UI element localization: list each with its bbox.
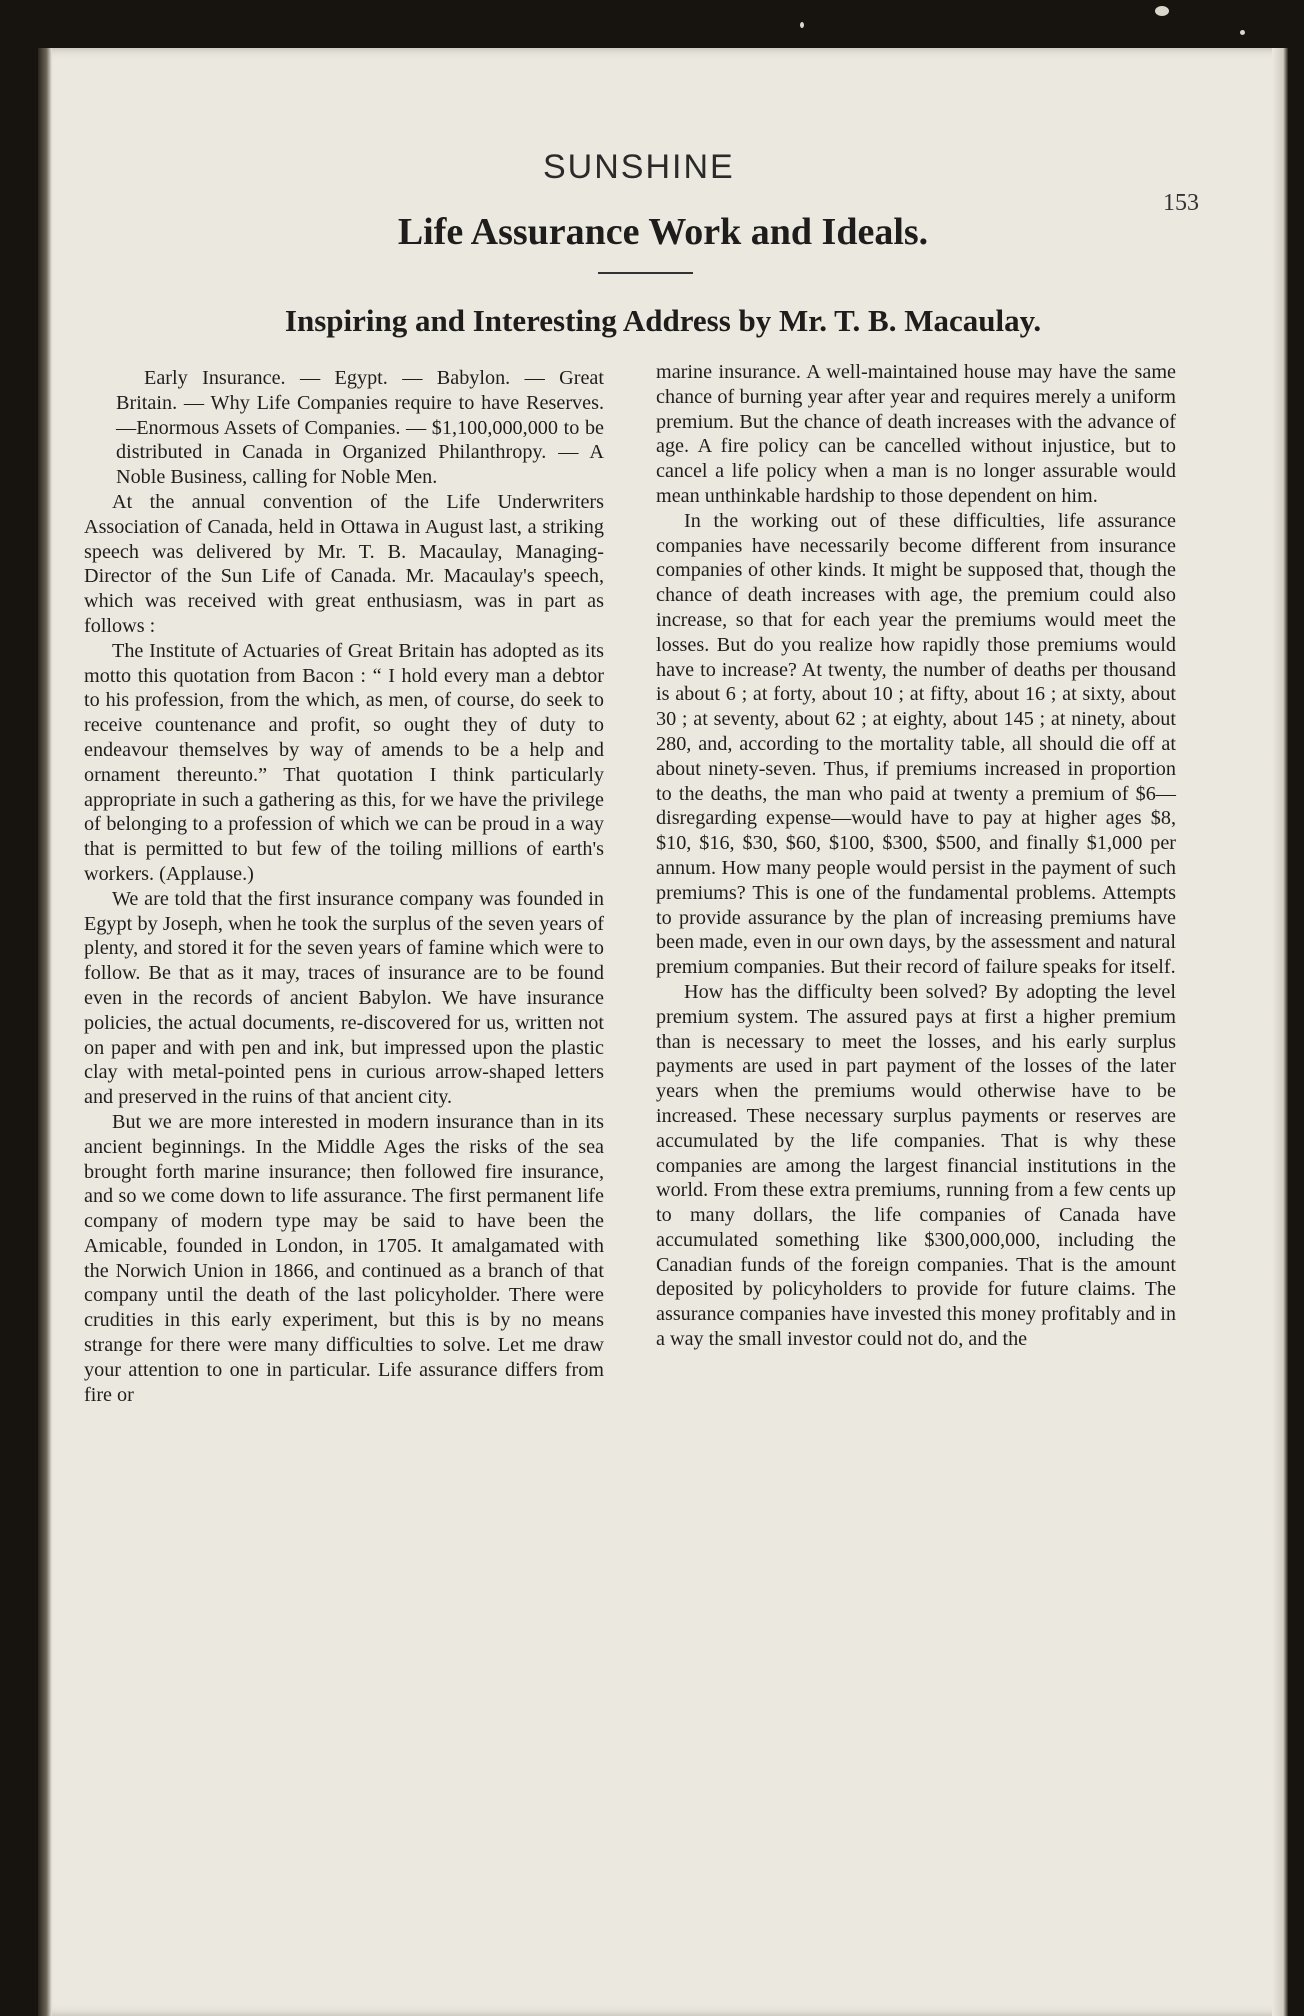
masthead: SUNSHINE <box>543 148 735 186</box>
magazine-page <box>38 48 1288 2016</box>
right-column <box>656 360 1176 1352</box>
paragraph: We are told that the first insurance company was founded in Egypt by Joseph, when he took the surplus of the seven years of plenty, and stored it for the seven years of famine which were to follow. Be that as it may, traces of insurance are to be found even in the records of ancient Babylon. We have insurance policies, the actual documents, re-discovered for us, written not on paper and with pen and ink, but impressed upon the plastic clay with metal-pointed pens in curious arrow-shaped letters and preserved in the ruins of that ancient city. <box>84 887 604 1109</box>
left-column <box>84 366 604 1407</box>
page-spine-shadow <box>38 48 52 2016</box>
synopsis: Early Insurance. — Egypt. — Babylon. — Great Britain. — Why Life Companies require to have Reserves.—Enormous Assets of Companies. — $1,100,000,000 to be distributed in Canada in Organized Philanthropy. — A Noble Business, calling for Noble Men. <box>116 367 604 489</box>
paragraph: But we are more interested in modern insurance than in its ancient beginnings. In the Middle Ages the risks of the sea brought forth marine insurance; then followed fire insurance, and so we come down to life assurance. The first permanent life company of modern type may be said to have been the Amicable, founded in London, in 1705. It amalgamated with the Norwich Union in 1866, and continued as a branch of that company until the death of the last policyholder. There were crudities in this early experiment, but this is by no means strange for there were many difficulties to solve. Let me draw your attention to one in particular. Life assurance differs from fire or <box>84 1110 604 1406</box>
paragraph-continuation: marine insurance. A well-maintained house may have the same chance of burning year after year and requires merely a uniform premium. But the chance of death increases with the advance of age. A fire policy can be cancelled without injustice, but to cancel a life policy when a man is no longer assurable would mean unthinkable hardship to those dependent on him. <box>656 361 1176 507</box>
paragraph: In the working out of these difficulties, life assurance companies have necessarily become different from insurance companies of other kinds. It might be supposed that, though the chance of death increases with age, the premium could also increase, so that for each year the premiums would meet the losses. But do you realize how rapidly those premiums would have to increase? At twenty, the number of deaths per thousand is about 6 ; at forty, about 10 ; at fifty, about 16 ; at sixty, about 30 ; at seventy, about 62 ; at eighty, about 145 ; at ninety, about 280, and, according to the mortality table, all should die off at about ninety-seven. Thus, if premiums increased in proportion to the deaths, the man who paid at twenty a premium of $6—disregarding expense—would have to pay at higher ages $8, $10, $16, $30, $60, $100, $300, $500, and finally $1,000 per annum. How many people would persist in the payment of such premiums? This is one of the fundamental problems. Attempts to provide assurance by the plan of increasing premiums have been made, even in our own days, by the assessment and natural premium companies. But their record of failure speaks for itself. <box>656 509 1176 979</box>
paragraph: The Institute of Actuaries of Great Britain has adopted as its motto this quotation from Bacon : “ I hold every man a debtor to his profession, from the which, as men, of course, do seek to receive countenance and profit, so ought they of duty to endeavour themselves by way of amends to be a help and ornament thereunto.” That quotation I think particularly appropriate in such a gathering as this, for we have the privilege of belonging to a profession of which we can be proud in a way that is permitted to but few of the toiling millions of earth's workers. (Applause.) <box>84 639 604 885</box>
paragraph: At the annual convention of the Life Underwriters Association of Canada, held in Ottawa in August last, a striking speech was delivered by Mr. T. B. Macaulay, Managing-Director of the Sun Life of Canada. Mr. Macaulay's speech, which was received with great enthusiasm, was in part as follows : <box>84 490 604 637</box>
title-divider <box>598 272 693 274</box>
page-number: 153 <box>1163 190 1199 216</box>
article-title: Life Assurance Work and Ideals. <box>397 211 929 253</box>
paragraph: How has the difficulty been solved? By adopting the level premium system. The assured pays at first a higher premium than is necessary to meet the losses, and his early surplus payments are used in part payment of the losses of the later years when the premiums would otherwise have to be increased. These necessary surplus payments or reserves are accumulated by the life companies. That is why these companies are among the largest financial institutions in the world. From these extra premiums, running from a few cents up to many dollars, the life companies of Canada have accumulated something like $300,000,000, including the Canadian funds of the foreign companies. That is the amount deposited by policyholders to provide for future claims. The assurance companies have invested this money profitably and in a way the small investor could not do, and the <box>656 980 1176 1351</box>
article-subtitle: Inspiring and Interesting Address by Mr. T. B. Macaulay. <box>284 303 1042 338</box>
page-edge-shadow <box>1272 48 1288 2016</box>
